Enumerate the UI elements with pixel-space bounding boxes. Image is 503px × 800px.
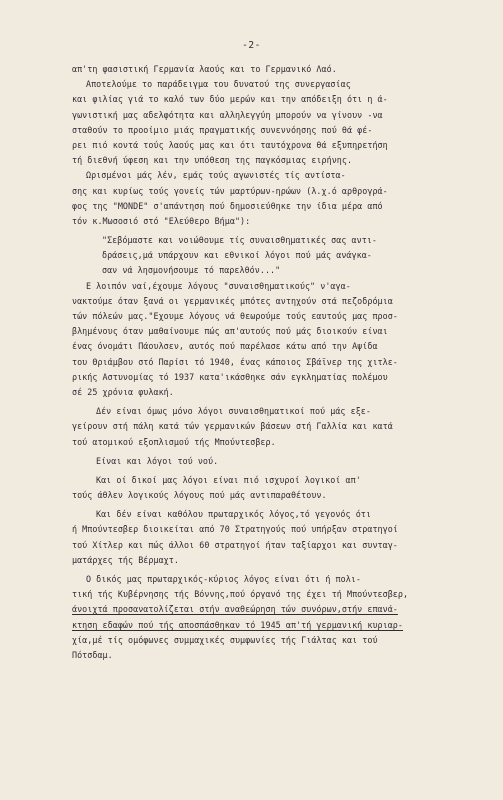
text-line: Αποτελούμε το παράδειγμα του δυνατού της συνεργασίας — [86, 79, 351, 90]
underlined-line: κτηση εδαφών πού τής αποσπάσθηκαν τό 1945 απ'τή γερμανική κυριαρ- — [72, 619, 403, 630]
text-line: σταθούν το προοίμιο μιάς πραγματικής συνεννόησης πού θά φέ- — [72, 124, 373, 135]
quote-line: δράσεις,μά υπάρχουν και εθνικοί λόγοι πού μάς ανάγκα- — [102, 250, 372, 261]
text-line: σέ 25 χρόνια φυλακή. — [72, 386, 174, 397]
text-line: σης και κυρίως τούς γονείς τών μαρτύρων-ηρώων (λ.χ.ό αρθρογρά- — [72, 185, 388, 196]
quote-line: σαν νά λησμονήσουμε τό παρελθόν..." — [102, 265, 281, 276]
underlined-line: άνοιχτά προσανατολίζεται στήν αναθεώρηση τών συνόρων,στήν επανά- — [72, 604, 398, 615]
text-line: Πότσδαμ. — [72, 649, 113, 660]
text-line: τή διεθνή ύφεση και την υπόθεση της παγκόσμιας ειρήνης. — [72, 155, 353, 166]
text-line: και φιλίας γιά το καλό των δύο μερών και την απόδειξη ότι η ά- — [72, 94, 388, 105]
text-line: ή Μπούντεσβερ διοικείται από 70 Στρατηγούς πού υπήρξαν στρατηγοί — [72, 524, 398, 535]
text-line: τόν κ.Μωσοσιό στό "Ελεύθερο Βήμα"): — [72, 215, 251, 226]
text-line: νακτούμε όταν ξανά οι γερμανικές μπότες αντηχούν στά πεζοδρόμια — [72, 295, 393, 306]
text-line: τούς άθλεν λογικούς λόγους πού μάς αντιπαραθέτουν. — [72, 490, 327, 501]
text-line: ρει πιό κοντά τούς λαούς μας και ότι ταυτόχρονα θά εξυπηρετήση — [72, 139, 388, 150]
text-line: τού ατομικού εξοπλισμού τής Μπούντεσβερ. — [72, 436, 276, 447]
text-line: γείρουν στή πάλη κατά τών γερμανικών βάσεων στή Γαλλία και κατά — [72, 421, 393, 432]
text-line: βλημένους όταν μαθαίνουμε πώς απ'αυτούς πού μάς διοικούν είναι — [72, 326, 388, 337]
text-line: τική τής Κυβέρνησης τής Βόννης,πού όργανό της έχει τή Μπούντεσβερ, — [72, 589, 409, 600]
document-body — [72, 62, 472, 663]
text-line: Ε λοιπόν ναί,έχουμε λόγους "συναισθηματικούς" ν'αγα- — [86, 280, 351, 291]
text-line: φος της "MONDE" σ'απάντηση πού δημοσιεύθηκε την ίδια μέρα από — [72, 200, 383, 211]
text-line: του Θριάμβου στό Παρίσι τό 1940, ένας κάποιος Σβάϊνερ της χιτλε- — [72, 356, 398, 367]
text-line: τού Χίτλερ και πώς άλλοι 60 στρατηγοί ήταν ταξίαρχοι και συνταγ- — [72, 539, 398, 550]
text-line: Και δέν είναι καθόλου πρωταρχικός λόγος,τό γεγονός ότι — [96, 509, 371, 520]
text-line: ρικής Αστυνομίας τό 1937 κατα'ικάσθηκε σάν εγκληματίας πολέμου — [72, 371, 388, 382]
text-line: απ'τη φασιστική Γερμανία λαούς και το Γερμανικό Λαό. — [72, 64, 337, 74]
text-line: Είναι και λόγοι τού νού. — [96, 455, 219, 466]
text-line: Και οί δικοί μας λόγοι είναι πιό ισχυροί λογικοί απ' — [96, 474, 361, 485]
text-line: τών πόλεών μας."Εχουμε λόγους νά θεωρούμε τούς εαυτούς μας προσ- — [72, 311, 398, 321]
text-line: γωνιστική μας αδελφότητα και αλληλεγγύη μπορούν να γίνουν -να — [72, 109, 383, 120]
text-line: Ο δικός μας πρωταρχικός-κύριος λόγος είναι ότι ή πολι- — [86, 574, 361, 584]
quote-line: "Σεβόμαστε και νοιώθουμε τίς συναισθηματικές σας αντι- — [102, 235, 377, 246]
text-line: Ωρισμένοι μάς λέν, εμάς τούς αγωνιστές τίς αντίστα- — [86, 170, 346, 181]
text-line: χία,μέ τίς ομόφωνες συμμαχικές συμφωνίες τής Γιάλτας και τού — [72, 634, 378, 645]
text-line: ένας όνομάτι Πάουλσεν, αυτός πού παρέλασε κάτω από την Αψίδα — [72, 341, 378, 352]
text-line: ματάρχες τής Βέρμαχτ. — [72, 554, 179, 565]
text-line: Δέν είναι όμως μόνο λόγοι συναισθηματικοί πού μάς εξε- — [96, 406, 371, 417]
page-number: -2- — [242, 40, 261, 51]
